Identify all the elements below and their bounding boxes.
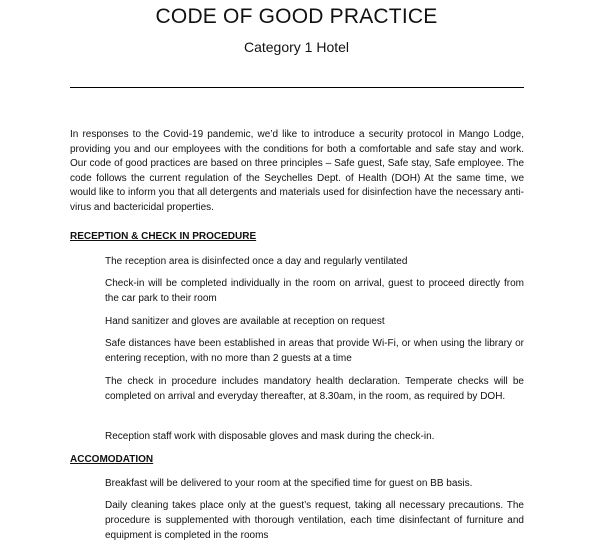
- section-heading-accommodation: ACCOMODATION: [70, 454, 154, 465]
- list-item: Safe distances have been established in areas that provide Wi-Fi, or when using the library or entering reception, with no more than 2 guests at a time: [105, 338, 524, 365]
- list-item: Breakfast will be delivered to your room at the specified time for guest on BB basis.: [105, 478, 473, 489]
- list-item: Reception staff work with disposable gloves and mask during the check-in.: [105, 431, 435, 442]
- list-item: The reception area is disinfected once a day and regularly ventilated: [105, 256, 408, 267]
- document-title: CODE OF GOOD PRACTICE: [155, 5, 438, 28]
- section-heading-reception: RECEPTION & CHECK IN PROCEDURE: [70, 231, 257, 242]
- list-item: Hand sanitizer and gloves are available at reception on request: [105, 316, 385, 327]
- document-subtitle: Category 1 Hotel: [243, 39, 350, 55]
- list-item: Daily cleaning takes place only at the guest’s request, taking all necessary precautions. The procedure is supplemented with thorough ventilation, each time disinfectant of furniture and equipment is completed in the rooms: [105, 500, 524, 542]
- list-item: Check-in will be completed individually in the room on arrival, guest to proceed directly from the car park to their room: [105, 278, 524, 305]
- title-divider: [70, 87, 524, 88]
- intro-paragraph: In responses to the Covid-19 pandemic, we’d like to introduce a security protocol in Mango Lodge, providing you and our employees with the conditions for both a comfortable and safe stay and work. Our code of good practices are based on three principles – Safe guest, Safe stay, Safe employee. The code follows the current regulation of the Seychelles Dept. of Health (DOH) At the same time, we would like to inform you that all detergents and materials used for disinfection have the necessary anti-virus and bactericidal properties.: [70, 129, 524, 213]
- list-item: The check in procedure includes mandatory health declaration. Temperate checks will be completed on arrival and everyday thereafter, at 8.30am, in the room, as required by DOH.: [105, 376, 524, 403]
